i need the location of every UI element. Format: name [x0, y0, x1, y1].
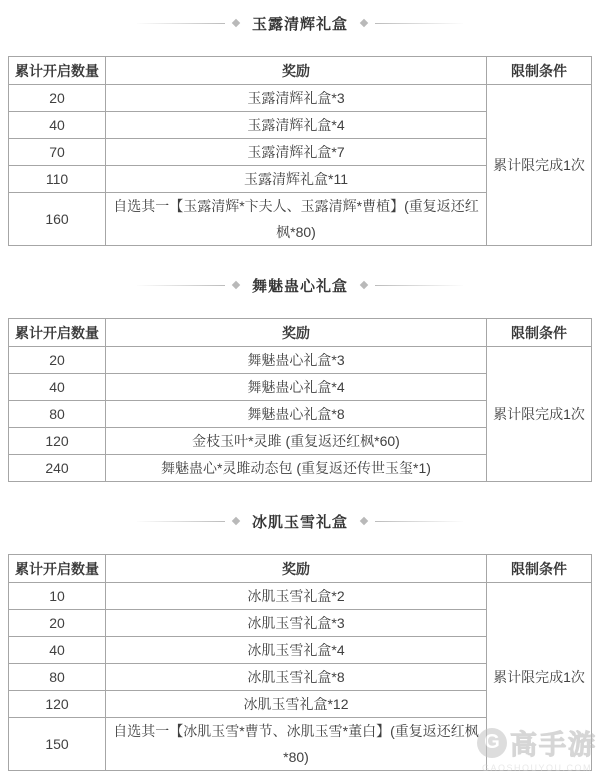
diamond-icon: [360, 281, 368, 289]
reward-cell: 冰肌玉雪礼盒*2: [106, 583, 487, 610]
count-cell: 40: [9, 374, 106, 401]
count-cell: 40: [9, 637, 106, 664]
count-cell: 120: [9, 428, 106, 455]
restriction-cell: 累计限完成1次: [487, 347, 592, 482]
gift-section: [8, 13, 592, 246]
reward-cell: 玉露清辉礼盒*4: [106, 112, 487, 139]
reward-cell: 冰肌玉雪礼盒*8: [106, 664, 487, 691]
reward-cell: 舞魅蛊心礼盒*8: [106, 401, 487, 428]
diamond-icon: [232, 19, 240, 27]
diamond-icon: [232, 281, 240, 289]
section-title: [8, 13, 592, 33]
reward-table: [8, 56, 592, 246]
gift-section: [8, 511, 592, 771]
reward-cell: 玉露清辉礼盒*3: [106, 85, 487, 112]
watermark-subtext: GAOSHOUYOU.COM: [481, 763, 592, 773]
column-header-count: 累计开启数量: [9, 555, 106, 583]
restriction-cell: 累计限完成1次: [487, 85, 592, 246]
table-body: [9, 85, 592, 246]
table-row: [9, 85, 592, 112]
count-cell: 120: [9, 691, 106, 718]
watermark-g-icon: G: [477, 728, 507, 758]
reward-cell: 冰肌玉雪礼盒*12: [106, 691, 487, 718]
diamond-icon: [232, 517, 240, 525]
reward-cell: 自选其一【冰肌玉雪*曹节、冰肌玉雪*董白】(重复返还红枫*80): [106, 718, 487, 771]
count-cell: 150: [9, 718, 106, 771]
reward-table: [8, 318, 592, 482]
column-header-restriction: 限制条件: [487, 319, 592, 347]
count-cell: 10: [9, 583, 106, 610]
divider-line-left: [137, 521, 225, 522]
divider-line-left: [137, 23, 225, 24]
count-cell: 20: [9, 85, 106, 112]
reward-cell: 冰肌玉雪礼盒*3: [106, 610, 487, 637]
divider-line-right: [375, 285, 463, 286]
count-cell: 20: [9, 347, 106, 374]
column-header-reward: 奖励: [106, 319, 487, 347]
count-cell: 40: [9, 112, 106, 139]
count-cell: 240: [9, 455, 106, 482]
table-row: [9, 347, 592, 374]
table-row: [9, 583, 592, 610]
divider-line-right: [375, 23, 463, 24]
count-cell: 70: [9, 139, 106, 166]
reward-cell: 金枝玉叶*灵雎 (重复返还红枫*60): [106, 428, 487, 455]
divider-line-right: [375, 521, 463, 522]
count-cell: 80: [9, 401, 106, 428]
count-cell: 110: [9, 166, 106, 193]
table-header-row: [9, 555, 592, 583]
table-body: [9, 347, 592, 482]
column-header-count: 累计开启数量: [9, 57, 106, 85]
column-header-reward: 奖励: [106, 555, 487, 583]
reward-cell: 玉露清辉礼盒*7: [106, 139, 487, 166]
section-title-text: 玉露清辉礼盒: [251, 15, 348, 33]
reward-cell: 舞魅蛊心礼盒*3: [106, 347, 487, 374]
column-header-count: 累计开启数量: [9, 319, 106, 347]
count-cell: 80: [9, 664, 106, 691]
table-header-row: [9, 319, 592, 347]
diamond-icon: [360, 517, 368, 525]
table-body: [9, 583, 592, 771]
gift-section: [8, 275, 592, 482]
restriction-cell: 累计限完成1次: [487, 583, 592, 771]
reward-cell: 自选其一【玉露清辉*卞夫人、玉露清辉*曹植】(重复返还红枫*80): [106, 193, 487, 246]
table-header-row: [9, 57, 592, 85]
column-header-restriction: 限制条件: [487, 555, 592, 583]
diamond-icon: [360, 19, 368, 27]
column-header-reward: 奖励: [106, 57, 487, 85]
section-title: [8, 511, 592, 531]
section-title-text: 舞魅蛊心礼盒: [251, 277, 348, 295]
section-title: [8, 275, 592, 295]
reward-cell: 玉露清辉礼盒*11: [106, 166, 487, 193]
reward-cell: 冰肌玉雪礼盒*4: [106, 637, 487, 664]
count-cell: 160: [9, 193, 106, 246]
count-cell: 20: [9, 610, 106, 637]
divider-line-left: [137, 285, 225, 286]
section-title-text: 冰肌玉雪礼盒: [251, 513, 348, 531]
reward-cell: 舞魅蛊心*灵雎动态包 (重复返还传世玉玺*1): [106, 455, 487, 482]
watermark-logo-text: 高手游: [510, 730, 597, 760]
column-header-restriction: 限制条件: [487, 57, 592, 85]
reward-table: [8, 554, 592, 771]
reward-cell: 舞魅蛊心礼盒*4: [106, 374, 487, 401]
